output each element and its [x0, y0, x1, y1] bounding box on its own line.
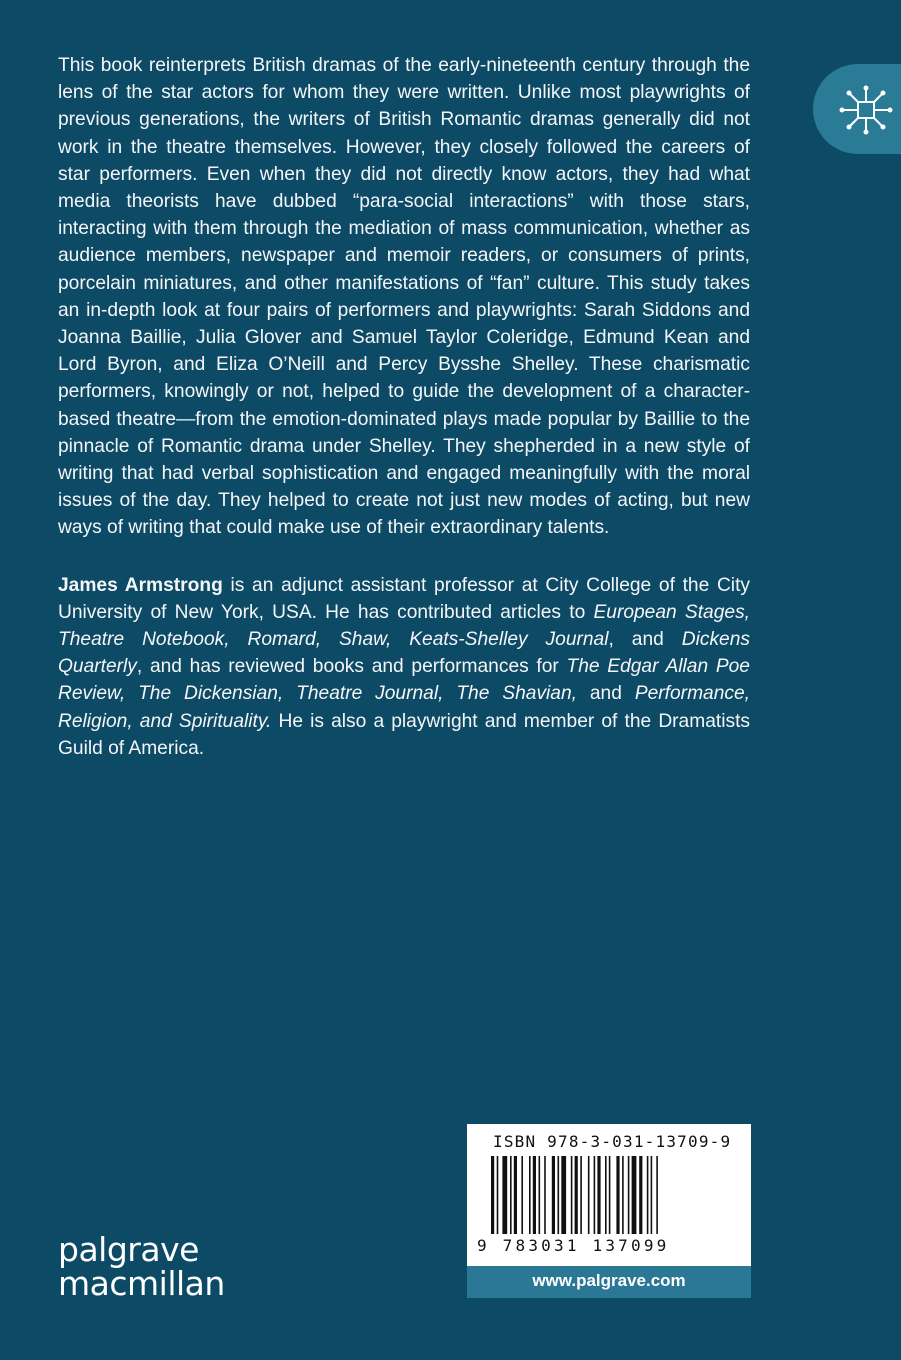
bio-text: , and has reviewed books and performances for	[136, 656, 567, 678]
publisher-logo	[58, 1230, 225, 1303]
bio-italic: Performance, Religion, and Spirituality.	[58, 683, 750, 732]
publisher-name-line2: macmillan	[58, 1264, 225, 1303]
series-badge	[813, 64, 901, 154]
website-link[interactable]: www.palgrave.com	[532, 1271, 686, 1290]
bio-text: and	[576, 683, 635, 705]
bio-text: He is also a playwright and member of the Dramatists Guild of America.	[58, 710, 750, 759]
barcode-digits: 9 783031 137099	[477, 1236, 670, 1255]
barcode-icon	[487, 1156, 731, 1238]
bio-italic: The Edgar Allan Poe Review, The Dickensian, Theatre Journal, The Shavian,	[58, 656, 750, 705]
author-bio	[58, 572, 750, 762]
bio-italic: European Stages, Theatre Notebook, Romard, Shaw, Keats-Shelley Journal	[58, 601, 750, 651]
publisher-name-line1: palgrave	[58, 1230, 199, 1269]
website-bar	[467, 1266, 751, 1298]
text-block	[58, 52, 750, 762]
barcode-panel	[467, 1124, 751, 1266]
author-name: James Armstrong	[58, 574, 223, 596]
book-description: This book reinterprets British dramas of the early-nineteenth century through the lens of the star actors for whom they were written. Unlike most playwrights of previous generations, the writers of British Romantic dramas generally did not work in the theatre themselves. However, they closely followed the careers of star performers. Even when they did not directly know actors, they had what media theorists have dubbed “para-social interactions” with those stars, interacting with them through the mediation of mass communication, whether as audience members, newspaper and memoir readers, or consumers of prints, porcelain miniatures, and other manifestations of “fan” culture. This study takes an in-depth look at four pairs of performers and playwrights: Sarah Siddons and Joanna Baillie, Julia Glover and Samuel Taylor Coleridge, Edmund Kean and Lord Byron, and Eliza O’Neill and Percy Bysshe Shelley. These charismatic performers, knowingly or not, helped to guide the development of a character-based theatre—from the emotion-dominated plays made popular by Baillie to the pinnacle of Romantic drama under Shelley. They shepherded in a new style of writing that had verbal sophistication and engaged meaningfully with the moral issues of the day. They helped to create not just new modes of acting, but new ways of writing that could make use of their extraordinary talents.	[58, 55, 750, 539]
bio-text: , and	[608, 629, 682, 651]
bio-text: is an adjunct assistant professor at City College of the City University of New York, USA. He has contributed articles to	[58, 574, 750, 623]
bio-italic: Dickens Quarterly	[58, 629, 750, 678]
isbn-label: ISBN 978-3-031-13709-9	[493, 1132, 732, 1151]
network-node-icon	[835, 84, 897, 136]
